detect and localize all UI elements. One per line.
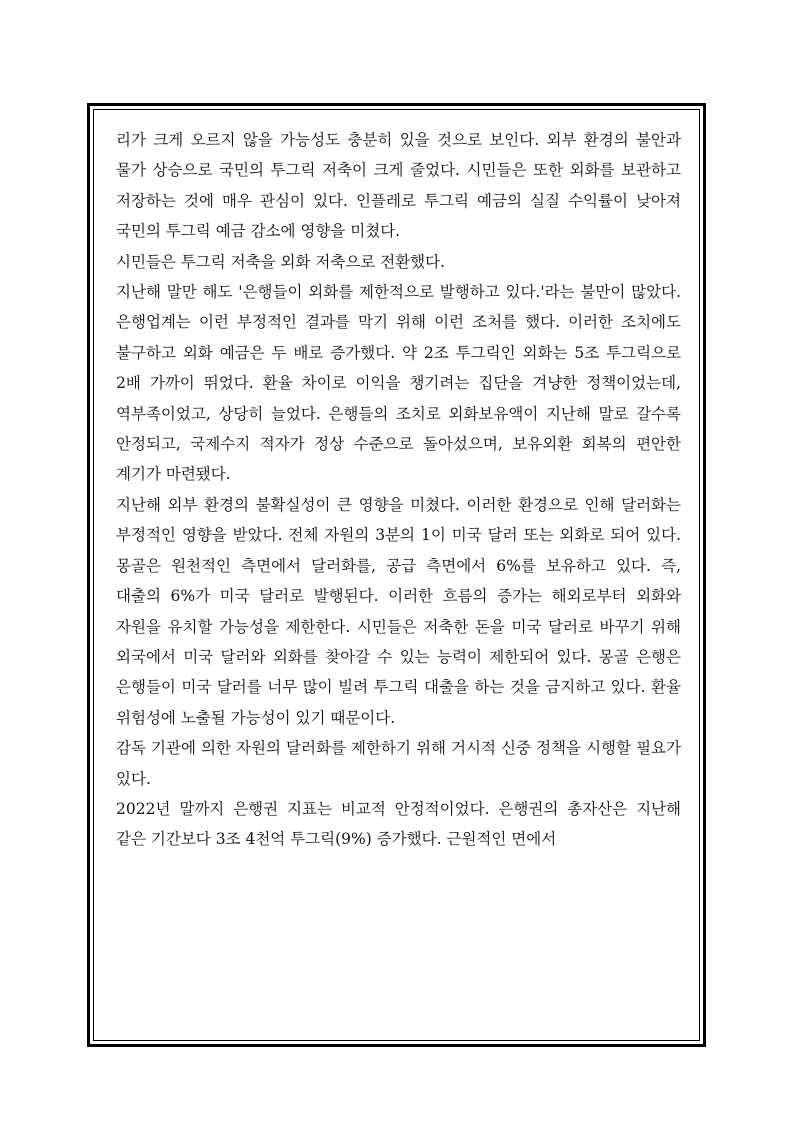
paragraph: 감독 기관에 의한 자원의 달러화를 제한하기 위해 거시적 신중 정책을 시행할 필요가 있다. — [116, 739, 681, 788]
paragraph: 2022년 말까지 은행권 지표는 비교적 안정적이었다. 은행권의 총자산은 지난해 같은 기간보다 3조 4천억 투그릭(9%) 증가했다. 근원적인 면에서 — [116, 799, 681, 849]
document-body — [116, 125, 681, 855]
paragraph: 지난해 말만 해도 '은행들이 외화를 제한적으로 발행하고 있다.'라는 불만이 많았다. 은행업계는 이런 부정적인 결과를 막기 위해 이런 조처를 했다. 이러한 조치에도 불구하고 외화 예금은 두 배로 증가했다. 약 2조 투그릭인 외화는 5조 투그릭으로 2배 가까이 뛰었다. 환율 차이로 이익을 챙기려는 집단을 겨냥한 정책이었는데, 역부족이었고, 상당히 늘었다. 은행들의 조치로 외화보유액이 지난해 말로 갈수록 안정되고, 국제수지 적자가 정상 수준으로 돌아섰으며, 보유외환 회복의 편안한 계기가 마련됐다. — [116, 283, 681, 484]
paragraph: 지난해 외부 환경의 불확실성이 큰 영향을 미쳤다. 이러한 환경으로 인해 달러화는 부정적인 영향을 받았다. 전체 자원의 3분의 1이 미국 달러 또는 외화로 되어 있다. 몽골은 원천적인 측면에서 달러화를, 공급 측면에서 6%를 보유하고 있다. 즉, 대출의 6%가 미국 달러로 발행된다. 이러한 흐름의 증가는 해외로부터 외화와 자원을 유치할 가능성을 제한한다. 시민들은 저축한 돈을 미국 달러로 바꾸기 위해 외국에서 미국 달러와 외화를 찾아갈 수 있는 능력이 제한되어 있다. 몽골 은행은 은행들이 미국 달러를 너무 많이 빌려 투그릭 대출을 하는 것을 금지하고 있다. 환율 위험성에 노출될 가능성이 있기 때문이다. — [116, 495, 681, 727]
paragraph: 시민들은 투그릭 저축을 외화 저축으로 전환했다. — [116, 252, 446, 271]
paragraph: 리가 크게 오르지 않을 가능성도 충분히 있을 것으로 보인다. 외부 환경의 불안과 물가 상승으로 국민의 투그릭 저축이 크게 줄었다. 시민들은 또한 외화를 보관하고 저장하는 것에 매우 관심이 있다. 인플레로 투그릭 예금의 실질 수익률이 낮아져 국민의 투그릭 예금 감소에 영향을 미쳤다. — [116, 131, 681, 241]
